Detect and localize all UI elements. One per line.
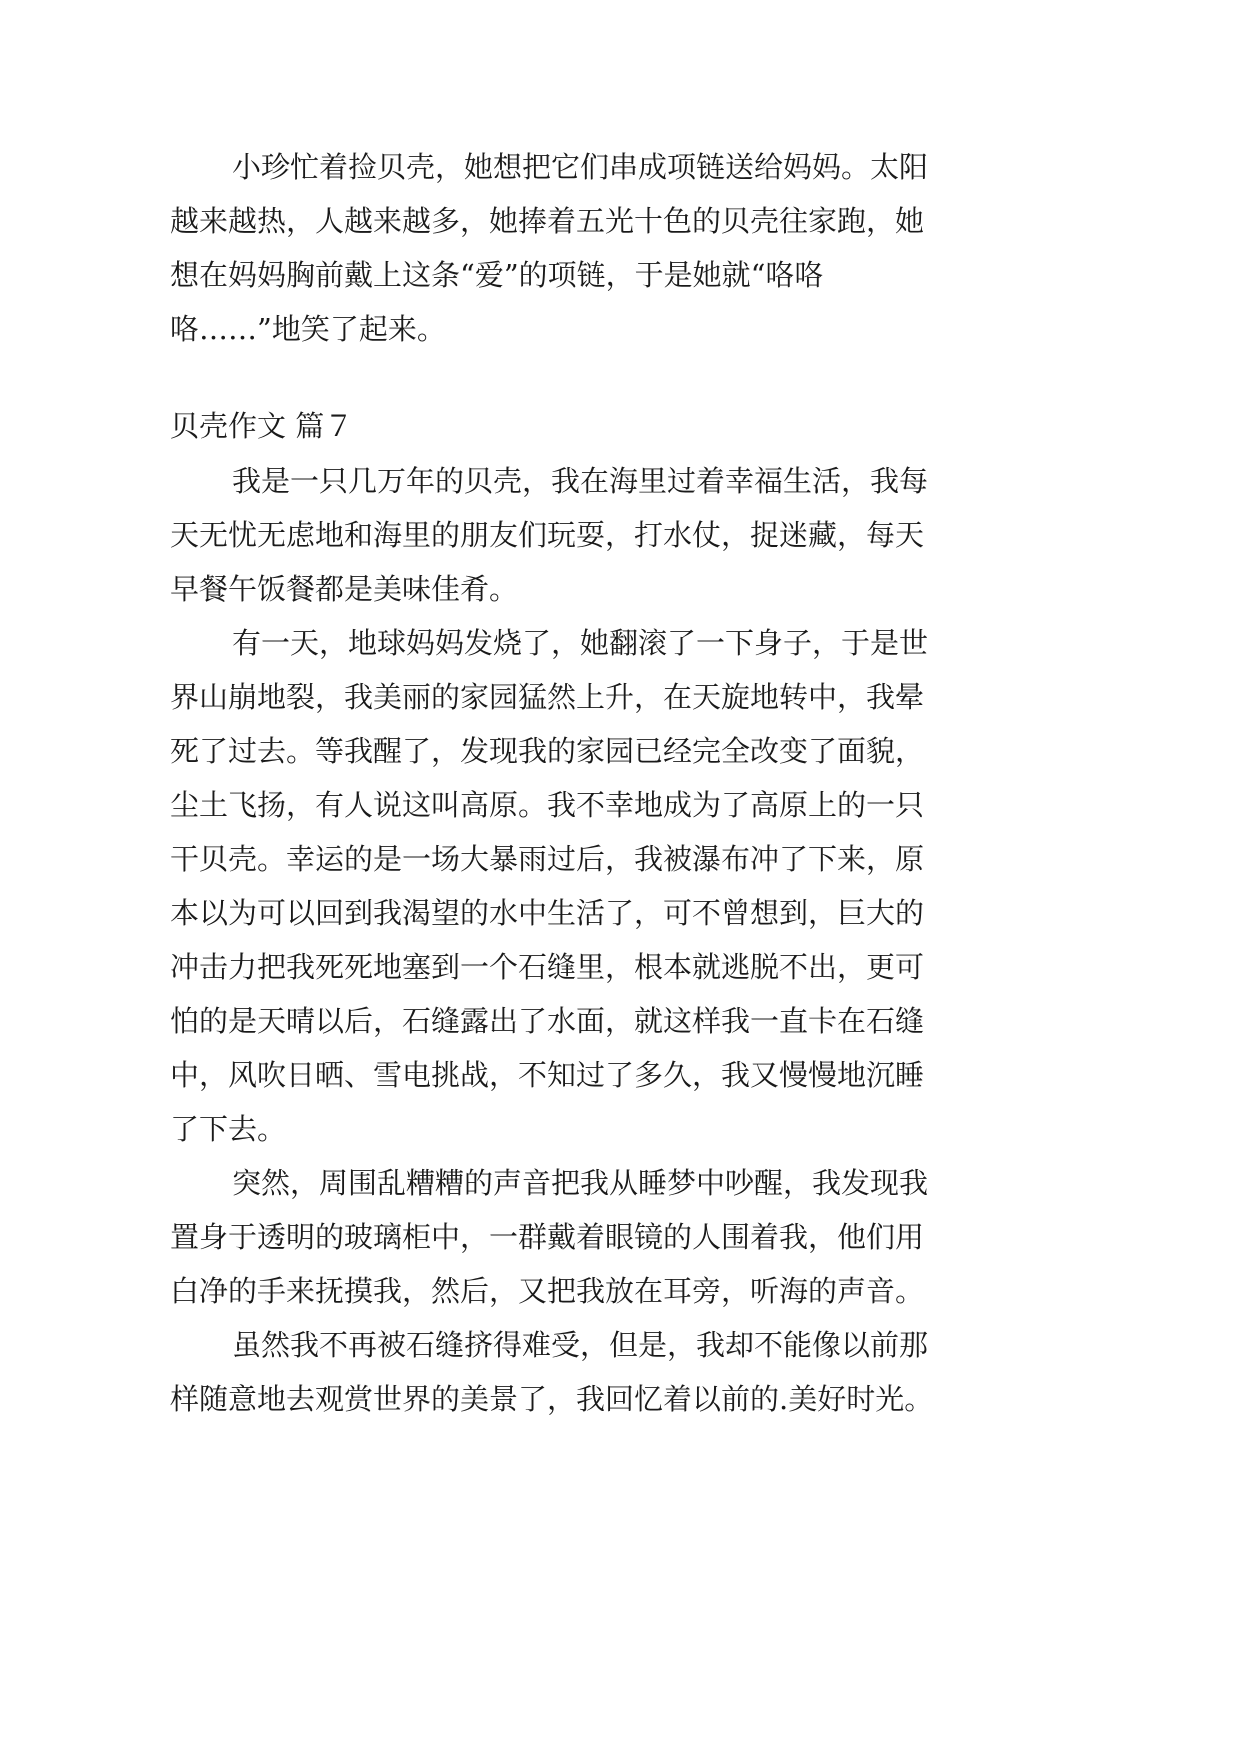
text-line: 我是一只几万年的贝壳，我在海里过着幸福生活，我每 [232, 464, 929, 498]
paragraph-line [0, 938, 1241, 996]
text-line: 了下去。 [170, 1112, 287, 1146]
paragraph-line [0, 1208, 1241, 1266]
paragraph-line [0, 138, 1241, 196]
text-line: 本以为可以回到我渴望的水中生活了，可不曾想到，巨大的 [170, 896, 925, 930]
text-line: 尘土飞扬，有人说这叫高原。我不幸地成为了高原上的一只 [170, 788, 925, 822]
paragraph-line [0, 1370, 1241, 1428]
section-heading [0, 397, 1241, 455]
text-line: 早餐午饭餐都是美味佳肴。 [170, 572, 519, 606]
text-line: 想在妈妈胸前戴上这条“爱”的项链，于是她就“咯咯 [170, 258, 824, 292]
text-line: 怕的是天晴以后，石缝露出了水面，就这样我一直卡在石缝 [170, 1004, 925, 1038]
paragraph-line [0, 776, 1241, 834]
text-line: 中，风吹日晒、雪电挑战，不知过了多久，我又慢慢地沉睡 [170, 1058, 925, 1092]
text-line: 界山崩地裂，我美丽的家园猛然上升，在天旋地转中，我晕 [170, 680, 925, 714]
paragraph-line [0, 452, 1241, 510]
text-line: 有一天，地球妈妈发烧了，她翻滚了一下身子，于是世 [232, 626, 929, 660]
heading-text: 贝壳作文 篇７ [170, 409, 354, 443]
paragraph-line [0, 1046, 1241, 1104]
text-line: 冲击力把我死死地塞到一个石缝里，根本就逃脱不出，更可 [170, 950, 925, 984]
paragraph-line [0, 1316, 1241, 1374]
paragraph-line [0, 668, 1241, 726]
text-line: 样随意地去观赏世界的美景了，我回忆着以前的.美好时光。 [170, 1382, 934, 1416]
paragraph-line [0, 1100, 1241, 1158]
text-line: 突然，周围乱糟糟的声音把我从睡梦中吵醒，我发现我 [232, 1166, 929, 1200]
paragraph-line [0, 300, 1241, 358]
paragraph-line [0, 992, 1241, 1050]
paragraph-line [0, 246, 1241, 304]
paragraph-line [0, 884, 1241, 942]
text-line: 咯……”地笑了起来。 [170, 312, 446, 346]
text-line: 天无忧无虑地和海里的朋友们玩耍，打水仗，捉迷藏，每天 [170, 518, 925, 552]
paragraph-line [0, 830, 1241, 888]
paragraph-line [0, 192, 1241, 250]
paragraph-line [0, 1262, 1241, 1320]
text-line: 虽然我不再被石缝挤得难受，但是，我却不能像以前那 [232, 1328, 929, 1362]
text-line: 越来越热，人越来越多，她捧着五光十色的贝壳往家跑，她 [170, 204, 925, 238]
paragraph-line [0, 1154, 1241, 1212]
paragraph-line [0, 506, 1241, 564]
text-line: 小珍忙着捡贝壳，她想把它们串成项链送给妈妈。太阳 [232, 150, 929, 184]
paragraph-line [0, 614, 1241, 672]
text-line: 白净的手来抚摸我，然后，又把我放在耳旁，听海的声音。 [170, 1274, 925, 1308]
paragraph-line [0, 560, 1241, 618]
paragraph-line [0, 722, 1241, 780]
text-line: 死了过去。等我醒了，发现我的家园已经完全改变了面貌， [170, 734, 925, 768]
text-line: 置身于透明的玻璃柜中，一群戴着眼镜的人围着我，他们用 [170, 1220, 925, 1254]
text-line: 干贝壳。幸运的是一场大暴雨过后，我被瀑布冲了下来，原 [170, 842, 925, 876]
